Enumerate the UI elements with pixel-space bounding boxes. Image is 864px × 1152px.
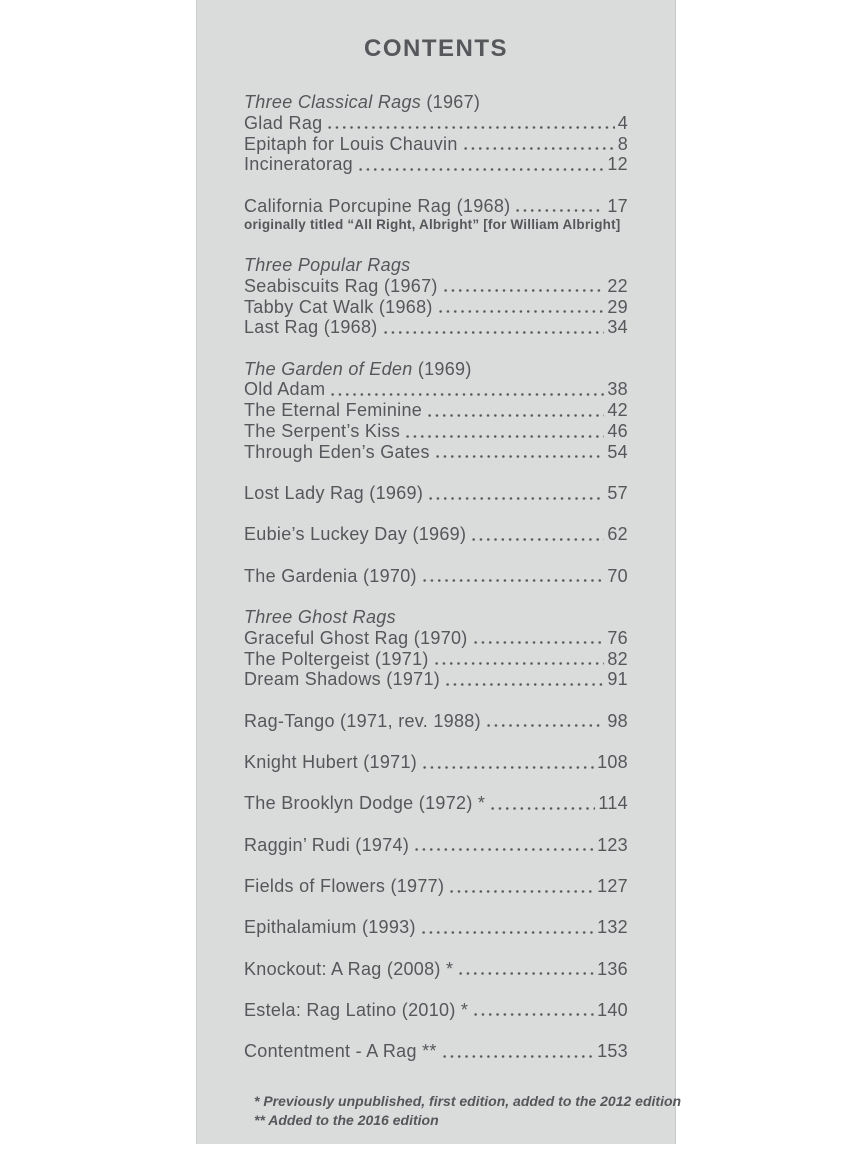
- toc-block: [244, 959, 628, 980]
- toc-block: [244, 359, 628, 463]
- toc-blocks: [244, 92, 628, 1062]
- toc-section-heading-year: (1969): [412, 358, 472, 379]
- toc-block: [244, 524, 628, 545]
- toc-entry-page-number: 34: [607, 317, 628, 338]
- toc-entry: [244, 835, 628, 856]
- dot-leader: [326, 113, 614, 134]
- toc-entry-page-number: 70: [607, 565, 628, 586]
- toc-entry: [244, 297, 628, 318]
- dot-leader: [433, 649, 605, 670]
- toc-entry-title: Dream Shadows (1971): [244, 669, 441, 690]
- toc-entry: [244, 317, 628, 338]
- toc-entry-title: Last Rag (1968): [244, 317, 378, 338]
- toc-entry: [244, 442, 628, 463]
- toc-entry-page-number: 38: [607, 379, 628, 400]
- toc-block: [244, 566, 628, 587]
- toc-section-heading-italic: Three Ghost Rags: [244, 607, 396, 628]
- toc-entry: [244, 711, 628, 732]
- toc-entry-title: The Gardenia (1970): [244, 565, 417, 586]
- dot-leader: [444, 669, 604, 690]
- toc-entry-page-number: 42: [607, 400, 628, 421]
- dot-leader: [472, 1000, 594, 1021]
- toc-block: [244, 607, 628, 690]
- toc-entry: [244, 524, 628, 545]
- toc-entry-title: Estela: Rag Latino (2010) *: [244, 999, 469, 1020]
- dot-leader: [457, 959, 594, 980]
- toc-entry: [244, 400, 628, 421]
- dot-leader: [413, 835, 594, 856]
- footnote-2: ** Added to the 2016 edition: [254, 1111, 439, 1128]
- toc-entry-page-number: 4: [617, 112, 628, 133]
- toc-entry-page-number: 140: [597, 999, 628, 1020]
- toc-entry-page-number: 108: [597, 752, 628, 773]
- toc-entry-page-number: 54: [607, 441, 628, 462]
- toc-block: [244, 917, 628, 938]
- toc-entry: [244, 421, 628, 442]
- dot-leader: [357, 154, 604, 175]
- toc-entry-title: Knockout: A Rag (2008) *: [244, 958, 454, 979]
- toc-entry: [244, 1000, 628, 1021]
- toc-entry-title: Rag-Tango (1971, rev. 1988): [244, 710, 481, 731]
- dot-leader: [437, 297, 605, 318]
- toc-entry-page-number: 17: [607, 195, 628, 216]
- toc-entry: [244, 752, 628, 773]
- toc-block: [244, 196, 628, 235]
- dot-leader: [442, 276, 605, 297]
- footnote-1: * Previously unpublished, first edition, added to the 2012 edition: [254, 1092, 682, 1109]
- toc-entry: [244, 959, 628, 980]
- toc-block: [244, 752, 628, 773]
- dot-leader: [427, 483, 604, 504]
- toc-section-heading: [244, 255, 628, 276]
- toc-entry: [244, 276, 628, 297]
- dot-leader: [489, 793, 595, 814]
- toc-entry: [244, 917, 628, 938]
- toc-entry-title: Epitaph for Louis Chauvin: [244, 133, 458, 154]
- toc-block: [244, 255, 628, 338]
- toc-entry: [244, 134, 628, 155]
- toc-entry-page-number: 127: [597, 875, 628, 896]
- toc-section-heading-year: (1967): [421, 92, 481, 112]
- toc-entry-title: Raggin’ Rudi (1974): [244, 834, 410, 855]
- toc-entry-page-number: 153: [597, 1041, 628, 1062]
- toc-entry-title: Knight Hubert (1971): [244, 752, 418, 773]
- toc-entry-title: Incineratorag: [244, 154, 353, 175]
- toc-entry-title: California Porcupine Rag (1968): [244, 195, 511, 216]
- toc-entry-page-number: 91: [607, 669, 628, 690]
- toc-block: [244, 92, 628, 175]
- toc-entry-title: The Poltergeist (1971): [244, 648, 429, 669]
- dot-leader: [421, 752, 594, 773]
- toc-block: [244, 483, 628, 504]
- dot-leader: [441, 1041, 594, 1062]
- toc-entry-page-number: 114: [598, 793, 628, 814]
- toc-block: [244, 876, 628, 897]
- toc-entry-note: originally titled “All Right, Albright” [for William Albright]: [244, 217, 621, 233]
- dot-leader: [420, 917, 594, 938]
- toc-entry-title: Glad Rag: [244, 112, 323, 133]
- dot-leader: [472, 628, 605, 649]
- dot-leader: [421, 566, 605, 587]
- toc-section-heading-italic: Three Classical Rags: [244, 92, 422, 112]
- toc-entry-title: Contentment - A Rag **: [244, 1041, 437, 1062]
- toc-block: [244, 793, 628, 814]
- dot-leader: [434, 442, 605, 463]
- dot-leader: [448, 876, 594, 897]
- dot-leader: [470, 524, 604, 545]
- toc-block: [244, 835, 628, 856]
- footnotes-block: [254, 1092, 682, 1130]
- toc-entry-page-number: 57: [607, 483, 628, 504]
- toc-block: [244, 711, 628, 732]
- toc-entry-title: Epithalamium (1993): [244, 917, 416, 938]
- toc-entry-page-number: 136: [597, 958, 628, 979]
- toc-entry-title: Graceful Ghost Rag (1970): [244, 627, 468, 648]
- toc-entry: [244, 483, 628, 504]
- toc-entry-title: The Eternal Feminine: [244, 400, 423, 421]
- toc-entry-title: Through Eden’s Gates: [244, 441, 430, 462]
- toc-entry-page-number: 29: [607, 296, 628, 317]
- toc-entry-title: Lost Lady Rag (1969): [244, 483, 424, 504]
- toc-entry: [244, 113, 628, 134]
- toc-entry-page-number: 8: [617, 133, 628, 154]
- toc-entry-title: Old Adam: [244, 379, 326, 400]
- toc-entry-page-number: 22: [607, 275, 628, 296]
- toc-entry: [244, 1041, 628, 1062]
- toc-entry-page-number: 76: [607, 627, 628, 648]
- toc-entry-title: The Brooklyn Dodge (1972) *: [244, 793, 486, 814]
- dot-leader: [485, 711, 604, 732]
- dot-leader: [329, 379, 604, 400]
- toc-section-heading-italic: Three Popular Rags: [244, 254, 411, 275]
- page-title: CONTENTS: [364, 35, 508, 62]
- toc-section-heading: [244, 607, 628, 628]
- dot-leader: [426, 400, 604, 421]
- toc-entry-title: Tabby Cat Walk (1968): [244, 296, 433, 317]
- toc-section-heading-italic: The Garden of Eden: [244, 358, 413, 379]
- book-page: [196, 0, 682, 1144]
- dot-leader: [462, 134, 615, 155]
- toc-entry-page-number: 62: [607, 524, 628, 545]
- toc-content: [196, 0, 682, 1130]
- toc-section-heading: [244, 92, 628, 113]
- toc-entry-title: Fields of Flowers (1977): [244, 875, 445, 896]
- toc-entry: [244, 669, 628, 690]
- toc-entry: [244, 793, 628, 814]
- toc-entry-title: The Serpent’s Kiss: [244, 421, 401, 442]
- toc-entry-page-number: 123: [597, 834, 628, 855]
- toc-entry: [244, 649, 628, 670]
- toc-entry-page-number: 132: [597, 917, 628, 938]
- toc-section-heading: [244, 359, 628, 380]
- toc-entry-title: Eubie’s Luckey Day (1969): [244, 524, 467, 545]
- dot-leader: [382, 317, 605, 338]
- toc-entry: [244, 566, 628, 587]
- toc-block: [244, 1000, 628, 1021]
- toc-entry-page-number: 98: [607, 710, 628, 731]
- toc-entry-page-number: 82: [607, 648, 628, 669]
- dot-leader: [404, 421, 604, 442]
- toc-entry: [244, 876, 628, 897]
- toc-entry-title: Seabiscuits Rag (1967): [244, 275, 438, 296]
- toc-entry-page-number: 12: [607, 154, 628, 175]
- toc-entry-page-number: 46: [607, 421, 628, 442]
- toc-entry: [244, 628, 628, 649]
- toc-entry: [244, 379, 628, 400]
- toc-block: [244, 1041, 628, 1062]
- toc-entry: [244, 154, 628, 175]
- dot-leader: [514, 196, 604, 217]
- toc-entry: [244, 196, 628, 217]
